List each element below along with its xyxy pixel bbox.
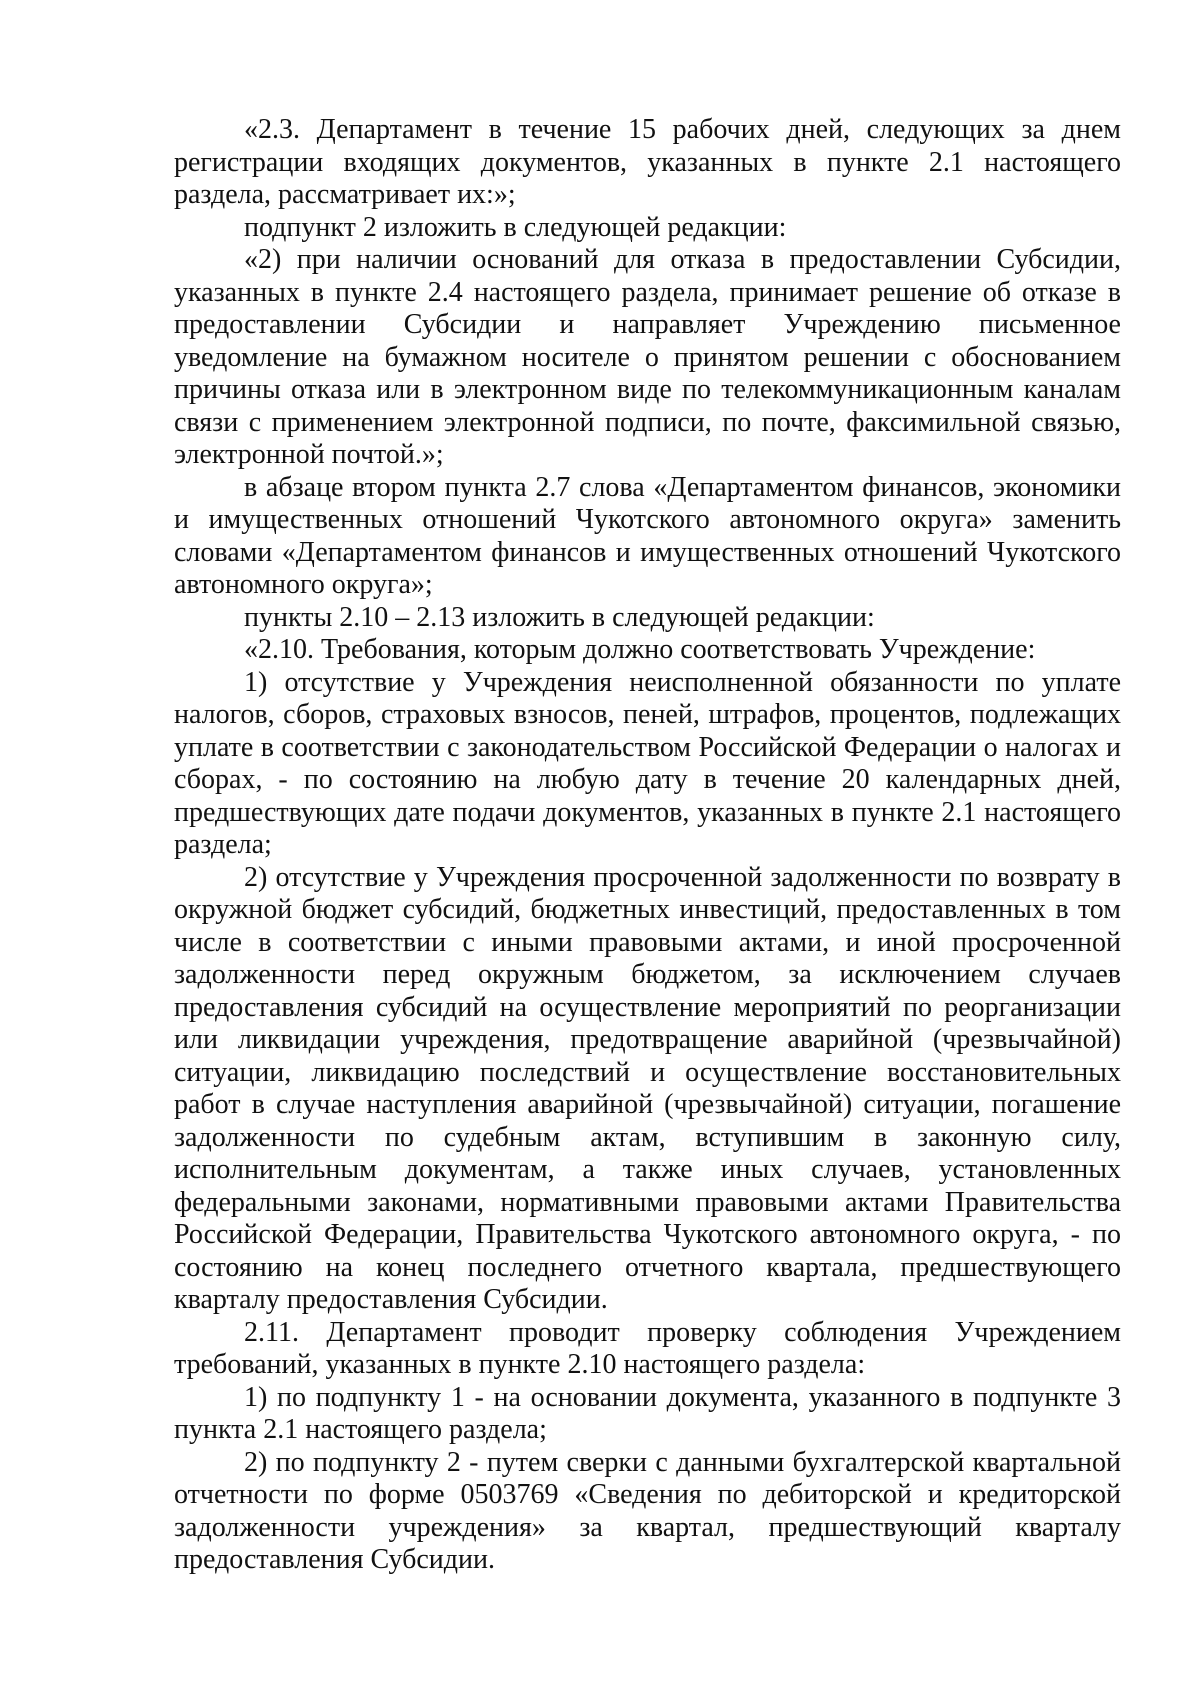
paragraph-2-3: «2.3. Департамент в течение 15 рабочих дней, следующих за днем регистрации входящих документов, указанных в пункте 2.1 настоящего раздела, рассматривает их:»;	[174, 114, 1121, 210]
paragraph-subitem-2-instruction: подпункт 2 изложить в следующей редакции:	[244, 211, 787, 243]
paragraph-2-10-item-2: 2) отсутствие у Учреждения просроченной задолженности по возврату в окружной бюджет субсидий, бюджетных инвестиций, предоставленных в том числе в соответствии с иными правовыми актами, и иной просроченной задолженности перед окружным бюджетом, за исключением случаев предоставления субсидий на осуществление мероприятий по реорганизации или ликвидации учреждения, предотвращение аварийной (чрезвычайной) ситуации, ликвидацию последствий и осуществление восстановительных работ в случае наступления аварийной (чрезвычайной) ситуации, погашение задолженности по судебным актам, вступившим в законную силу, исполнительным документам, а также иных случаев, установленных федеральными законами, нормативными правовыми актами Правительства Российской Федерации, Правительства Чукотского автономного округа, - по состоянию на конец последнего отчетного квартала, предшествующего кварталу предоставления Субсидии.	[174, 861, 1121, 1315]
document-page	[174, 114, 1121, 1577]
paragraph-2-10-item-1: 1) отсутствие у Учреждения неисполненной обязанности по уплате налогов, сборов, страховых взносов, пеней, штрафов, процентов, подлежащих уплате в соответствии с законодательством Российской Федерации о налогах и сборах, - по состоянию на любую дату в течение 20 календарных дней, предшествующих дате подачи документов, указанных в пункте 2.1 настоящего раздела;	[174, 666, 1121, 860]
paragraph-2-11: 2.11. Департамент проводит проверку соблюдения Учреждением требований, указанных в пункте 2.10 настоящего раздела:	[174, 1316, 1121, 1380]
paragraph-2-11-item-1: 1) по подпункту 1 - на основании документа, указанного в подпункте 3 пункта 2.1 настоящего раздела;	[174, 1381, 1121, 1445]
paragraph-2-11-item-2: 2) по подпункту 2 - путем сверки с данными бухгалтерской квартальной отчетности по форме 0503769 «Сведения по дебиторской и кредиторской задолженности учреждения» за квартал, предшествующий кварталу предоставления Субсидии.	[174, 1446, 1121, 1575]
paragraph-subitem-2-text: «2) при наличии оснований для отказа в предоставлении Субсидии, указанных в пункте 2.4 настоящего раздела, принимает решение об отказе в предоставлении Субсидии и направляет Учреждению письменное уведомление на бумажном носителе о принятом решении с обоснованием причины отказа или в электронном виде по телекоммуникационным каналам связи с применением электронной подписи, по почте, факсимильной связью, электронной почтой.»;	[174, 244, 1121, 470]
paragraph-2-10-2-13-instruction: пункты 2.10 – 2.13 изложить в следующей редакции:	[244, 601, 875, 633]
paragraph-2-10-heading: «2.10. Требования, которым должно соответствовать Учреждение:	[244, 634, 1036, 665]
paragraph-2-7-amendment: в абзаце втором пункта 2.7 слова «Департаментом финансов, экономики и имущественных отношений Чукотского автономного округа» заменить словами «Департаментом финансов и имущественных отношений Чукотского автономного округа»;	[174, 471, 1121, 600]
